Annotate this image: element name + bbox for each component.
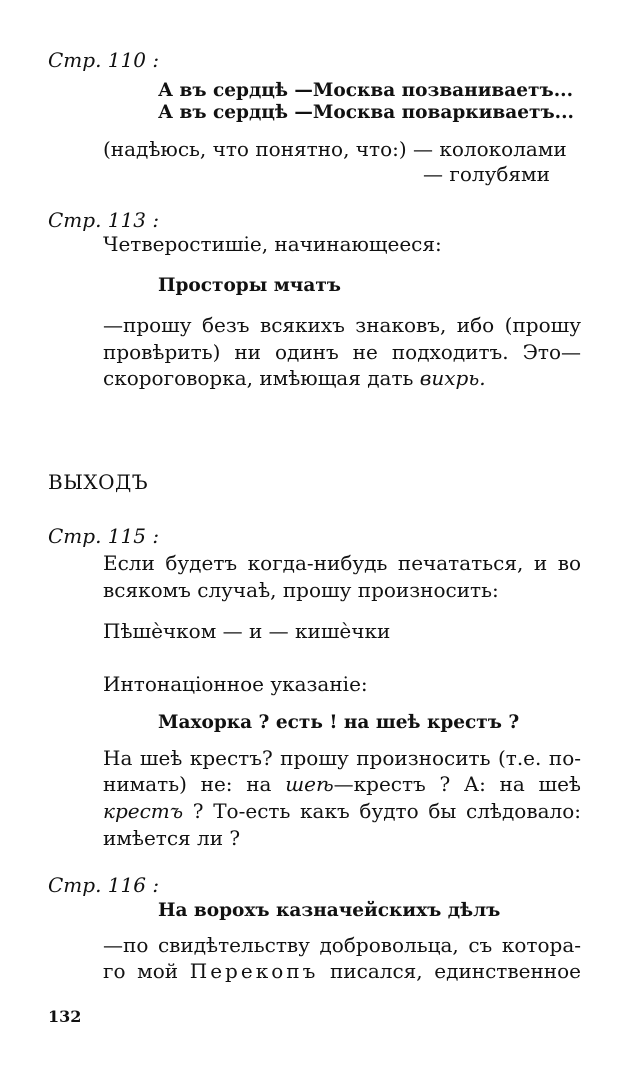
annotation-text: Если будетъ когда-нибудь печататься, и во: [103, 551, 581, 575]
page-ref-110: Стр. 110 :: [48, 48, 160, 72]
quoted-verse: Махорка ? есть ! на шеѣ крестъ ?: [158, 712, 520, 733]
annotation-text: [103, 959, 581, 983]
spaced-word: Перекопъ: [189, 959, 319, 983]
annotation-text: Четверостишіе, начинающееся:: [103, 232, 442, 256]
verse-line: А въ сердцѣ —Москва позваниваетъ...: [158, 80, 574, 101]
annotation-text: всякомъ случаѣ, прошу произносить:: [103, 578, 499, 602]
verse-line: А въ сердцѣ —Москва поваркиваетъ...: [158, 102, 574, 123]
italic-word: крестъ: [103, 799, 184, 823]
text-span: го мой: [103, 959, 190, 983]
annotation-text: — голубями: [423, 162, 550, 186]
annotation-text: [103, 772, 581, 796]
section-heading: ВЫХОДЪ: [48, 470, 149, 494]
page-ref-115: Стр. 115 :: [48, 524, 160, 548]
page-ref-116: Стр. 116 :: [48, 873, 160, 897]
text-span: скороговорка, имѣющая дать: [103, 366, 420, 390]
annotation-text: (надѣюсь, что понятно, что:) — колоколами: [103, 137, 567, 161]
italic-word: вихрь.: [419, 366, 486, 390]
text-span: писался, единственное: [318, 959, 581, 983]
annotation-text: провѣрить) ни одинъ не подходитъ. Это—: [103, 340, 581, 364]
annotation-text: Интонаціонное указаніе:: [103, 672, 368, 696]
annotation-text: Пѣшѐчком — и — кишѐчки: [103, 619, 391, 643]
annotation-text: На шеѣ крестъ? прошу произносить (т.е. по-: [103, 746, 581, 770]
italic-word: шеѣ: [285, 772, 334, 796]
annotation-text: имѣется ли ?: [103, 826, 241, 850]
quoted-verse: Просторы мчатъ: [158, 275, 341, 296]
annotation-text: —прошу безъ всякихъ знаковъ, ибо (прошу: [103, 313, 581, 337]
quoted-verse: На ворохъ казначейскихъ дѣлъ: [158, 900, 501, 921]
text-span: нимать) не: на: [103, 772, 286, 796]
annotation-text: [103, 366, 486, 390]
page-ref-113: Стр. 113 :: [48, 208, 160, 232]
annotation-text: [103, 799, 581, 823]
text-span: —крестъ ? А: на шеѣ: [333, 772, 581, 796]
page-number: 132: [48, 1007, 82, 1026]
annotation-text: —по свидѣтельству добровольца, съ котора-: [103, 933, 581, 957]
text-span: ? То-есть какъ будто бы слѣдовало:: [183, 799, 581, 823]
